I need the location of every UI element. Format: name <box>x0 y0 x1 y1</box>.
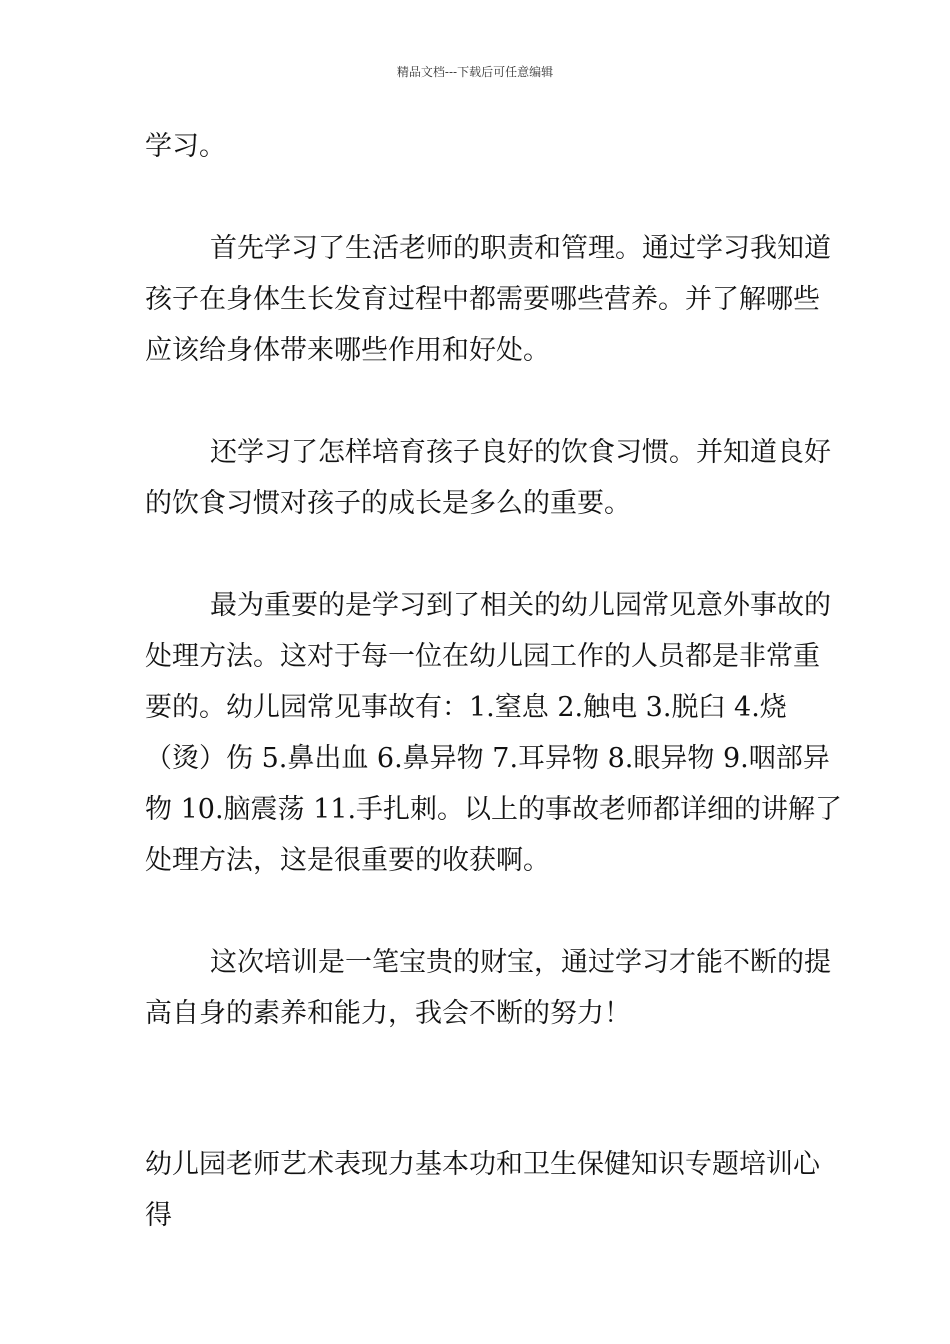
title-line: 得 <box>145 1200 172 1231</box>
text-line: 的饮食习惯对孩子的成长是多么的重要。 <box>145 488 631 519</box>
text-line: 物 10.脑震荡 11.手扎刺。以上的事故老师都详细的讲解了 <box>145 794 843 825</box>
text-line: 学习。 <box>145 131 226 162</box>
text-line: 要的。幼儿园常见事故有：1.窒息 2.触电 3.脱臼 4.烧 <box>145 692 787 723</box>
page-header: 精品文档---下载后可任意编辑 <box>396 65 554 79</box>
section-title <box>145 1139 820 1241</box>
text-line: 首先学习了生活老师的职责和管理。通过学习我知道 <box>210 233 831 264</box>
text-line: 还学习了怎样培育孩子良好的饮食习惯。并知道良好 <box>210 437 831 468</box>
text-line: （烫）伤 5.鼻出血 6.鼻异物 7.耳异物 8.眼异物 9.咽部异 <box>145 743 830 774</box>
title-line: 幼儿园老师艺术表现力基本功和卫生保健知识专题培训心 <box>145 1149 820 1180</box>
text-line: 最为重要的是学习到了相关的幼儿园常见意外事故的 <box>210 590 831 621</box>
paragraph-conclusion <box>145 937 831 1039</box>
text-line: 应该给身体带来哪些作用和好处。 <box>145 335 550 366</box>
document-body <box>145 121 843 1241</box>
text-line: 高自身的素养和能力，我会不断的努力！ <box>145 998 631 1029</box>
paragraph-accidents <box>145 580 843 886</box>
text-line: 孩子在身体生长发育过程中都需要哪些营养。并了解哪些 <box>145 284 820 315</box>
paragraph-eating-habits <box>145 427 831 529</box>
paragraph-continuation <box>145 121 810 172</box>
paragraph-nutrition <box>145 223 831 376</box>
text-line: 这次培训是一笔宝贵的财宝，通过学习才能不断的提 <box>210 947 831 978</box>
text-line: 处理方法，这是很重要的收获啊。 <box>145 845 550 876</box>
text-line: 处理方法。这对于每一位在幼儿园工作的人员都是非常重 <box>145 641 820 672</box>
